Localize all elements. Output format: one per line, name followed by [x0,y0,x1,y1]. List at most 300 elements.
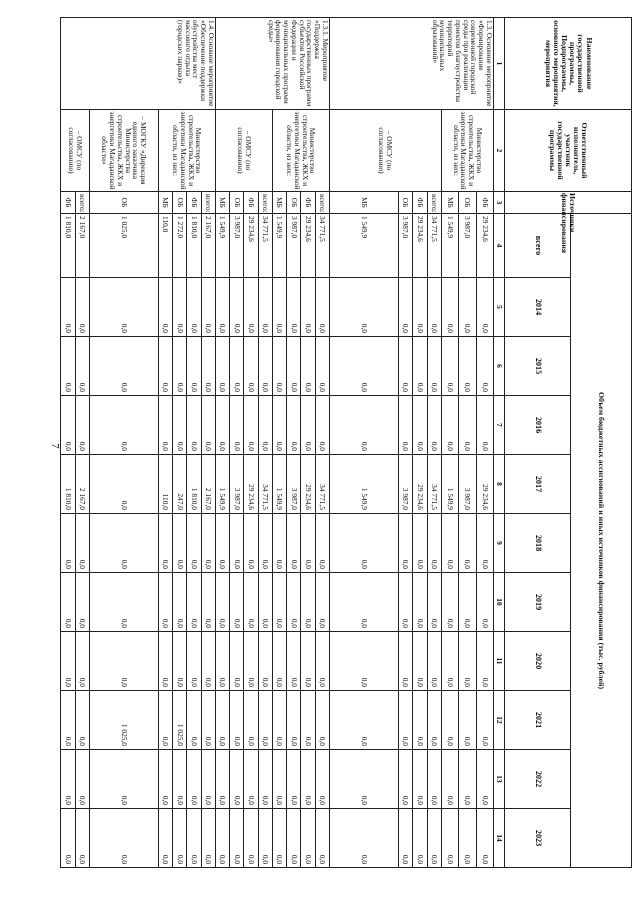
value-cell: 0,0 [201,632,215,691]
value-cell: 1 810,0 [61,455,76,514]
value-cell: 1 549,9 [441,214,458,278]
value-cell: 0,0 [75,632,89,691]
value-cell: 34 771,5 [315,455,329,514]
value-cell: 0,0 [441,514,458,573]
value-cell: 0,0 [329,750,398,809]
value-cell: 0,0 [201,809,215,868]
table-row [89,18,158,868]
value-cell: 0,0 [244,337,258,396]
value-cell: 0,0 [244,278,258,337]
value-cell: 0,0 [258,691,272,750]
col-number: 4 [494,214,505,278]
value-cell: 0,0 [272,750,286,809]
col-number: 8 [494,455,505,514]
value-cell: 0,0 [272,396,286,455]
value-cell: 0,0 [258,514,272,573]
header-year: 2023 [505,809,571,868]
value-cell: 0,0 [301,632,315,691]
value-cell: 0,0 [413,809,427,868]
value-cell: 0,0 [158,691,172,750]
value-cell: 1 549,9 [441,455,458,514]
table-row [476,18,493,868]
value-cell: 0,0 [301,514,315,573]
value-cell: 0,0 [476,809,493,868]
source-cell: МБ [215,192,229,214]
value-cell: 0,0 [201,337,215,396]
value-cell: 110,0 [158,455,172,514]
value-cell: 0,0 [287,691,301,750]
activity-name: 1.4. Основное мероприятие «Обеспечение поддержки обустройства мест массового отдыха (городских парков)» [61,18,216,110]
value-cell: 0,0 [215,632,229,691]
value-cell: 0,0 [427,337,441,396]
value-cell: 2 167,0 [75,455,89,514]
col-number: 10 [494,573,505,632]
value-cell: 0,0 [230,632,244,691]
value-cell: 0,0 [187,396,201,455]
value-cell: 0,0 [187,750,201,809]
value-cell: 0,0 [244,396,258,455]
value-cell: 110,0 [158,214,172,278]
value-cell: 0,0 [413,337,427,396]
value-cell: 0,0 [459,396,476,455]
value-cell: 0,0 [230,278,244,337]
value-cell: 0,0 [75,396,89,455]
value-cell: 247,0 [173,455,187,514]
source-cell: ФБ [61,192,76,214]
source-cell: ОБ [459,192,476,214]
value-cell: 0,0 [173,396,187,455]
value-cell: 0,0 [287,632,301,691]
value-cell: 0,0 [459,632,476,691]
value-cell: 2 167,0 [201,214,215,278]
value-cell: 0,0 [158,750,172,809]
value-cell: 0,0 [427,278,441,337]
value-cell: 0,0 [173,809,187,868]
value-cell: 0,0 [329,573,398,632]
value-cell: 0,0 [258,337,272,396]
value-cell: 0,0 [287,278,301,337]
financing-table [60,17,632,868]
value-cell: 29 234,6 [244,455,258,514]
value-cell: 1 025,0 [173,691,187,750]
value-cell: 0,0 [329,632,398,691]
header-name: Наименование государственной программы, Подпрограммы, основного мероприятия, мероприятия [505,18,632,110]
source-cell: МБ [272,192,286,214]
activity-name: 1.3. Основное мероприятие «Формирование современной городской среды при реализации проектов благоустройства территорий муниципальных образований» [329,18,493,110]
value-cell: 0,0 [315,514,329,573]
value-cell: 0,0 [244,750,258,809]
value-cell: 0,0 [272,514,286,573]
header-year: 2019 [505,573,571,632]
col-number: 7 [494,396,505,455]
value-cell: 0,0 [75,691,89,750]
value-cell: 0,0 [215,691,229,750]
executor: – ОМСУ (по согласованию) [329,110,441,192]
value-cell: 0,0 [441,632,458,691]
value-cell: 34 771,5 [315,214,329,278]
value-cell: 0,0 [173,632,187,691]
header-year: 2017 [505,455,571,514]
source-cell: всего: [427,192,441,214]
value-cell: 0,0 [61,573,76,632]
table-row [201,18,215,868]
source-cell: ФБ [301,192,315,214]
value-cell: 0,0 [89,396,158,455]
value-cell: 0,0 [158,278,172,337]
value-cell: 0,0 [61,809,76,868]
value-cell: 0,0 [272,278,286,337]
header-year: 2014 [505,278,571,337]
value-cell: 0,0 [459,750,476,809]
value-cell: 0,0 [287,573,301,632]
value-cell: 0,0 [89,750,158,809]
value-cell: 0,0 [158,632,172,691]
value-cell: 0,0 [315,573,329,632]
header-year: 2020 [505,632,571,691]
executor: Министерство строительства, ЖКХ и энергетики Магаданской области, из них: [158,110,215,192]
value-cell: 0,0 [441,573,458,632]
value-cell: 1 549,9 [272,455,286,514]
header-executor: Ответственный исполнитель, участник государственной программы [505,110,632,192]
value-cell: 0,0 [173,750,187,809]
table-row [258,18,272,868]
value-cell: 3 987,0 [459,455,476,514]
value-cell: 0,0 [201,278,215,337]
value-cell: 0,0 [75,514,89,573]
value-cell: 29 234,6 [413,214,427,278]
value-cell: 0,0 [398,809,412,868]
value-cell: 29 234,6 [301,214,315,278]
value-cell: 0,0 [89,514,158,573]
value-cell: 0,0 [329,514,398,573]
value-cell: 0,0 [459,514,476,573]
source-cell: всего: [315,192,329,214]
col-number: 5 [494,278,505,337]
value-cell: 0,0 [89,809,158,868]
value-cell: 0,0 [315,632,329,691]
value-cell: 0,0 [244,691,258,750]
value-cell: 0,0 [215,809,229,868]
value-cell: 0,0 [315,278,329,337]
value-cell: 0,0 [413,514,427,573]
value-cell: 0,0 [173,573,187,632]
value-cell: 0,0 [459,809,476,868]
value-cell: 0,0 [413,396,427,455]
col-number: 13 [494,750,505,809]
value-cell: 0,0 [61,396,76,455]
value-cell: 0,0 [398,632,412,691]
value-cell: 0,0 [215,337,229,396]
value-cell: 0,0 [158,573,172,632]
value-cell: 0,0 [75,278,89,337]
value-cell: 0,0 [258,396,272,455]
value-cell: 1 549,9 [272,214,286,278]
value-cell: 0,0 [61,750,76,809]
value-cell: 1 272,0 [173,214,187,278]
value-cell: 0,0 [287,750,301,809]
value-cell: 0,0 [329,337,398,396]
source-cell: МБ [158,192,172,214]
value-cell: 0,0 [258,632,272,691]
value-cell: 29 234,6 [413,455,427,514]
value-cell: 0,0 [459,691,476,750]
value-cell: 0,0 [158,337,172,396]
header-year: 2022 [505,750,571,809]
value-cell: 0,0 [201,396,215,455]
value-cell: 29 234,6 [476,214,493,278]
value-cell: 0,0 [315,396,329,455]
value-cell: 0,0 [201,573,215,632]
value-cell: 3 987,0 [287,214,301,278]
value-cell: 0,0 [75,573,89,632]
value-cell: 1 810,0 [61,214,76,278]
value-cell: 29 234,6 [476,455,493,514]
col-number: 3 [494,192,505,214]
col-number: 1 [494,18,505,110]
value-cell: 0,0 [427,809,441,868]
value-cell: 0,0 [476,573,493,632]
source-cell: ФБ [413,192,427,214]
executor: – ОМСУ (по согласованию) [215,110,272,192]
value-cell: 0,0 [272,632,286,691]
value-cell: 0,0 [258,278,272,337]
value-cell: 0,0 [301,396,315,455]
value-cell: 34 771,5 [427,214,441,278]
value-cell: 0,0 [476,514,493,573]
executor: Министерство строительства, ЖКХ и энергетики Магаданской области, из них: [272,110,329,192]
value-cell: 0,0 [230,514,244,573]
value-cell: 1 025,0 [89,214,158,278]
value-cell: 29 234,6 [301,455,315,514]
source-cell: ФБ [476,192,493,214]
col-number: 9 [494,514,505,573]
value-cell: 0,0 [413,573,427,632]
value-cell: 0,0 [301,691,315,750]
value-cell: 3 987,0 [230,455,244,514]
value-cell: 0,0 [258,573,272,632]
value-cell: 0,0 [258,750,272,809]
value-cell: 1 549,9 [329,455,398,514]
value-cell: 0,0 [75,809,89,868]
value-cell: 0,0 [61,337,76,396]
value-cell: 0,0 [201,691,215,750]
header-year: 2015 [505,337,571,396]
value-cell: 0,0 [427,514,441,573]
value-cell: 0,0 [230,573,244,632]
value-cell: 0,0 [301,750,315,809]
header-year: 2021 [505,691,571,750]
value-cell: 0,0 [413,691,427,750]
value-cell: 0,0 [89,337,158,396]
source-cell: ФБ [244,192,258,214]
col-number: 6 [494,337,505,396]
rotated-page [60,17,632,867]
value-cell: 0,0 [441,337,458,396]
value-cell: 0,0 [476,337,493,396]
value-cell: 0,0 [329,278,398,337]
value-cell: 0,0 [301,573,315,632]
value-cell: 0,0 [244,573,258,632]
value-cell: 0,0 [89,573,158,632]
value-cell: 0,0 [187,691,201,750]
value-cell: 3 987,0 [287,455,301,514]
value-cell: 0,0 [398,396,412,455]
value-cell: 3 987,0 [230,214,244,278]
value-cell: 0,0 [230,691,244,750]
value-cell: 0,0 [427,632,441,691]
executor: – ОМСУ (по согласованию) [61,110,90,192]
value-cell: 3 987,0 [398,214,412,278]
value-cell: 1 549,9 [329,214,398,278]
value-cell: 0,0 [173,514,187,573]
value-cell: 0,0 [230,809,244,868]
value-cell: 0,0 [427,573,441,632]
table-row [427,18,441,868]
value-cell: 0,0 [272,573,286,632]
source-cell: ОБ [287,192,301,214]
value-cell: 0,0 [272,337,286,396]
value-cell: 3 987,0 [459,214,476,278]
table-row [315,18,329,868]
value-cell: 0,0 [187,278,201,337]
value-cell: 0,0 [441,278,458,337]
value-cell: 0,0 [258,809,272,868]
source-cell: всего: [75,192,89,214]
value-cell: 0,0 [476,750,493,809]
value-cell: 0,0 [215,750,229,809]
value-cell: 0,0 [301,337,315,396]
value-cell: 0,0 [459,337,476,396]
source-cell: МБ [441,192,458,214]
value-cell: 2 167,0 [75,214,89,278]
value-cell: 0,0 [476,691,493,750]
value-cell: 0,0 [158,396,172,455]
source-cell: ФБ [187,192,201,214]
value-cell: 0,0 [427,691,441,750]
value-cell: 0,0 [459,278,476,337]
value-cell: 0,0 [173,278,187,337]
value-cell: 0,0 [230,337,244,396]
value-cell: 0,0 [158,809,172,868]
value-cell: 0,0 [187,514,201,573]
column-number-row [494,18,505,868]
value-cell: 0,0 [427,396,441,455]
value-cell: 0,0 [230,750,244,809]
header-volume: Объем бюджетных ассигнований и иных источников финансирования (тыс. рублей) [571,214,632,868]
value-cell: 0,0 [315,750,329,809]
source-cell: ОБ [230,192,244,214]
value-cell: 0,0 [287,396,301,455]
value-cell: 0,0 [187,573,201,632]
col-number: 12 [494,691,505,750]
value-cell: 0,0 [61,632,76,691]
col-number: 2 [494,110,505,192]
value-cell: 0,0 [244,632,258,691]
value-cell: 0,0 [75,750,89,809]
value-cell: 0,0 [329,691,398,750]
value-cell: 0,0 [201,514,215,573]
value-cell: 0,0 [301,278,315,337]
value-cell: 0,0 [272,691,286,750]
executor: Министерство строительства, ЖКХ и энергетики Магаданской области, из них: [441,110,493,192]
value-cell: 3 987,0 [398,455,412,514]
executor: – МОГКУ «Дирекция единого заказчика Министерства строительства, ЖКХ и энергетики Магаданской области» [89,110,158,192]
activity-name: 1.3.1. Мероприятие «Поддержка государственных программ субъектов Российской Федерации и муниципальных программ формирования городской среды» [215,18,329,110]
value-cell: 0,0 [329,396,398,455]
value-cell: 0,0 [459,573,476,632]
value-cell: 29 234,6 [244,214,258,278]
value-cell: 0,0 [398,691,412,750]
source-cell: ОБ [398,192,412,214]
source-cell: всего: [201,192,215,214]
value-cell: 0,0 [476,632,493,691]
value-cell: 0,0 [173,337,187,396]
value-cell: 0,0 [441,396,458,455]
value-cell: 0,0 [441,691,458,750]
value-cell: 0,0 [315,691,329,750]
value-cell: 1 025,0 [89,691,158,750]
value-cell: 0,0 [398,750,412,809]
source-cell: ОБ [89,192,158,214]
value-cell: 0,0 [244,514,258,573]
value-cell: 0,0 [89,455,158,514]
value-cell: 0,0 [398,278,412,337]
value-cell: 0,0 [201,750,215,809]
value-cell: 0,0 [287,514,301,573]
value-cell: 0,0 [215,278,229,337]
value-cell: 1 810,0 [187,455,201,514]
value-cell: 1 549,9 [215,214,229,278]
value-cell: 0,0 [329,809,398,868]
col-number: 14 [494,809,505,868]
value-cell: 34 771,5 [258,214,272,278]
value-cell: 34 771,5 [258,455,272,514]
value-cell: 2 167,0 [201,455,215,514]
value-cell: 0,0 [187,809,201,868]
value-cell: 0,0 [287,337,301,396]
value-cell: 0,0 [230,396,244,455]
value-cell: 0,0 [398,337,412,396]
value-cell: 0,0 [215,514,229,573]
page-number: 7 [48,443,61,449]
value-cell: 0,0 [398,573,412,632]
source-cell: МБ [329,192,398,214]
header-year: 2018 [505,514,571,573]
header-total: всего [505,214,571,278]
value-cell: 0,0 [75,337,89,396]
value-cell: 0,0 [215,396,229,455]
value-cell: 0,0 [61,278,76,337]
value-cell: 0,0 [441,750,458,809]
table-row [75,18,89,868]
value-cell: 0,0 [301,809,315,868]
value-cell: 0,0 [215,573,229,632]
value-cell: 34 771,5 [427,455,441,514]
value-cell: 0,0 [244,809,258,868]
value-cell: 0,0 [315,337,329,396]
col-number: 11 [494,632,505,691]
value-cell: 0,0 [89,632,158,691]
value-cell: 0,0 [61,691,76,750]
value-cell: 0,0 [413,750,427,809]
value-cell: 0,0 [272,809,286,868]
value-cell: 0,0 [476,278,493,337]
source-cell: всего: [258,192,272,214]
value-cell: 1 549,9 [215,455,229,514]
value-cell: 0,0 [398,514,412,573]
table-body [61,18,494,868]
value-cell: 0,0 [61,514,76,573]
